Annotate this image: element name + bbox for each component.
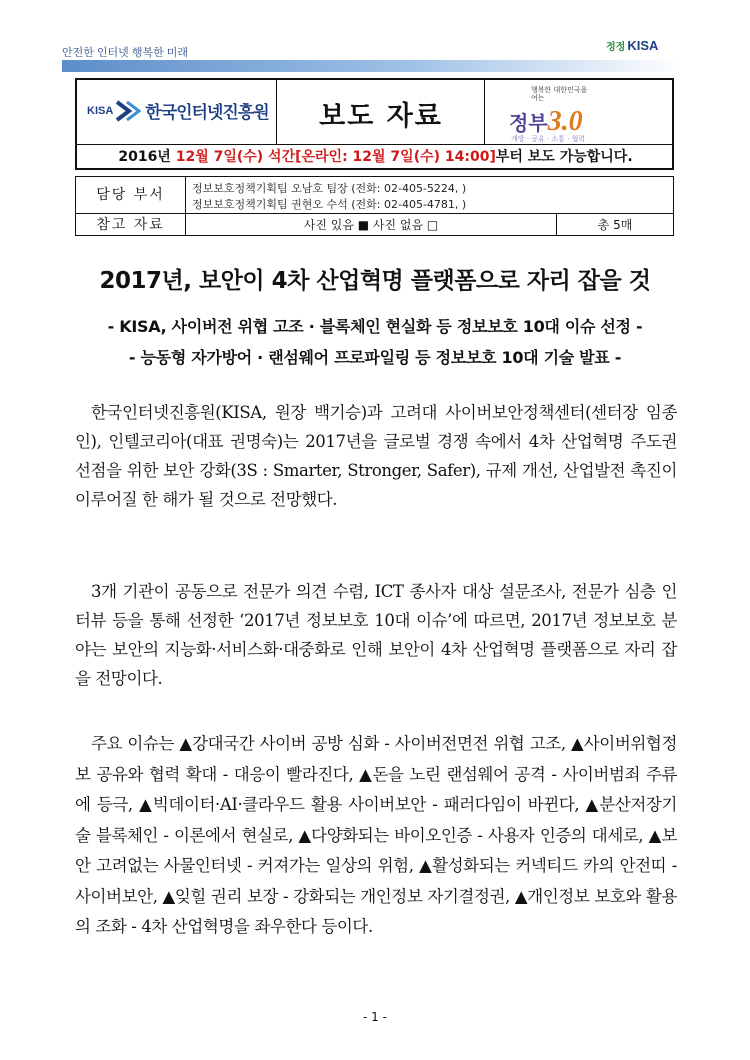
top-gradient-bar: [62, 60, 682, 72]
embargo-time: 12월 7일(수) 석간[온라인: 12월 7일(수) 14:00]: [175, 149, 496, 165]
org-name: 한국인터넷진흥원: [145, 103, 269, 123]
kisa-small-text: KISA: [87, 104, 114, 117]
embargo-row: [77, 144, 674, 170]
embargo-suffix: 부터 보도 가능합니다.: [495, 149, 633, 165]
paragraph-2: 3개 기관이 공동으로 전문가 의견 수렴, ICT 종사자 대상 설문조사, 전문가 심층 인터뷰 등을 통해 선정한 ‘2017년 정보보호 10대 이슈’에 따르면, 2017년 정보보호 분야는 보안의 지능화·서비스화·대중화로 인해 보안이 4차 산업혁명 플랫폼으로 자리 잡을 전망이다.: [75, 582, 677, 688]
article-title: 2017년, 보안이 4차 산업혁명 플랫폼으로 자리 잡을 것: [99, 268, 651, 294]
top-slogan: 안전한 인터넷 행복한 미래: [62, 47, 189, 59]
photo-status: 사진 있음 ■ 사진 없음 □: [186, 213, 556, 235]
gov-tagline: 행복한 대한민국을 여는: [531, 86, 588, 102]
paragraph-1: 한국인터넷진흥원(KISA, 원장 백기승)과 고려대 사이버보안정책센터(센터장 임종인), 인텔코리아(대표 권명숙)는 2017년을 글로벌 경쟁 속에서 4차 산업혁명 주도권 선점을 위한 보안 강화(3S : Smarter, Stronger, Safer), 규제 개선, 산업발전 촉진이 이루어질 한 해가 될 것으로 전망했다.: [75, 403, 677, 509]
info-table: [75, 176, 674, 236]
paragraph-3: 주요 이슈는 ▲강대국간 사이버 공방 심화 - 사이버전면전 위협 고조, ▲사이버위협정보 공유와 협력 확대 - 대응이 빨라진다, ▲돈을 노린 랜섬웨어 공격 - 사이버범죄 주류에 등극, ▲빅데이터·AI·클라우드 활용 사이버보안 - 패러다임이 바뀐다, ▲분산저장기술 블록체인 - 이론에서 현실로, ▲다양화되는 바이오인증 - 사용자 인증의 대세로, ▲보안 고려없는 사물인터넷 - 커져가는 일상의 위험, ▲활성화되는 커넥티드 카의 안전띠 - 사이버보안, ▲잊힐 권리 보장 - 강화되는 개인정보 자기결정권, ▲개인정보 보호와 활용의 조화 - 4차 산업혁명을 좌우한다 등이다.: [75, 734, 677, 936]
header-table: [75, 78, 674, 170]
gov-values: 개방 · 공유 · 소통 · 협력: [511, 135, 586, 143]
contact-1: 정보보호정책기획팀 오남호 팀장 (전화: 02-405-5224, ): [192, 182, 467, 195]
gov-version: 3.0: [547, 106, 583, 137]
article-subtitle-2: - 능동형 자가방어 · 랜섬웨어 프로파일링 등 정보보호 10대 기술 발표 -: [128, 348, 622, 367]
embargo-prefix: 2016년: [118, 149, 176, 165]
gov-name-text: 정부: [509, 111, 548, 135]
top-logo-main: KISA: [627, 38, 659, 53]
kisa-mark-icon: [115, 100, 141, 122]
page-count: 총 5매: [556, 213, 673, 235]
press-release-title: 보도 자료: [319, 101, 443, 132]
article-subtitle-1: - KISA, 사이버전 위협 고조 · 블록체인 현실화 등 정보보호 10대 이슈 선정 -: [107, 317, 643, 336]
header-logo-cell: [77, 80, 277, 144]
top-logo-sub: 정정: [606, 42, 626, 53]
contact-2: 정보보호정책기획팀 권현오 수석 (전화: 02-405-4781, ): [192, 198, 467, 211]
ref-label: 참고 자료: [76, 213, 186, 235]
page-number: - 1 -: [363, 1010, 387, 1024]
header-gov-cell: [485, 80, 674, 144]
dept-label: 담당 부서: [76, 177, 186, 213]
top-kisa-logo: [606, 38, 658, 53]
kisa-logo: [87, 98, 269, 123]
header-title-cell: [277, 80, 485, 144]
